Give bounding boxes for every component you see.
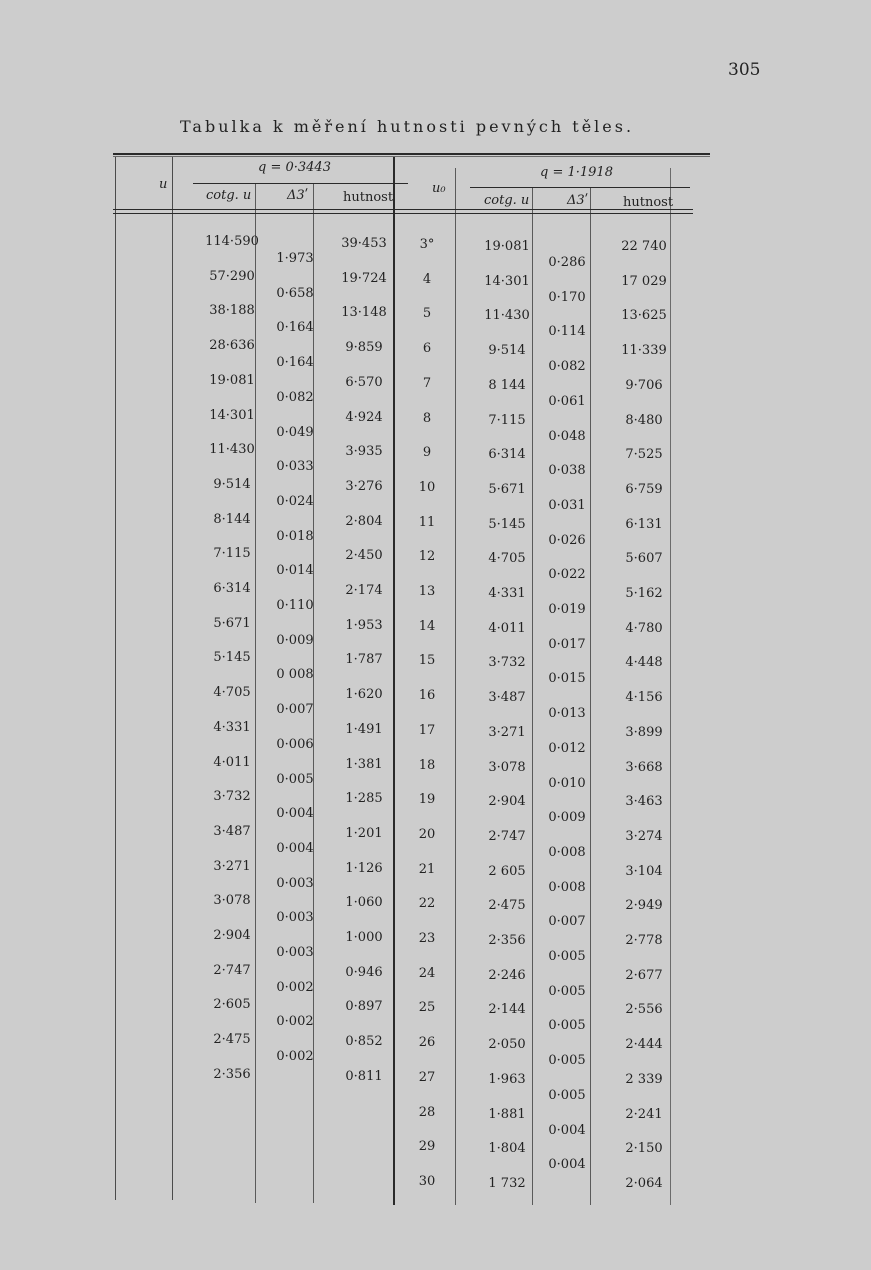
left-density-cell: 13·148 xyxy=(341,305,387,321)
right-cotg-cell: 2·050 xyxy=(488,1037,526,1053)
left-delta-cell: 0·005 xyxy=(276,771,314,787)
right-angles-cell: 22 xyxy=(418,896,436,912)
right-cotg-cell: 14·301 xyxy=(484,273,530,289)
right-cotg-cell: 4·705 xyxy=(488,551,526,567)
left-delta-cell: 0·014 xyxy=(276,563,314,579)
left-density-cell: 1·491 xyxy=(345,721,383,737)
right-density-cell: 3·463 xyxy=(625,794,663,810)
left-q-rule xyxy=(193,183,408,184)
vline-0 xyxy=(115,157,116,1200)
left-density-cell: 1·126 xyxy=(345,860,383,876)
left-density-cell: 6·570 xyxy=(345,374,383,390)
left-delta-cell: 0·164 xyxy=(276,320,314,336)
left-cotg-cell: 2·475 xyxy=(213,1032,251,1048)
right-delta-cell: 0·005 xyxy=(548,1018,586,1034)
header-rule-2 xyxy=(113,213,693,214)
left-density-cell: 1·381 xyxy=(345,756,383,772)
vline-5 xyxy=(455,168,456,1205)
vline-center xyxy=(393,157,395,1205)
right-q-header: q = 1·1918 xyxy=(540,165,613,180)
left-density-cell: 1·953 xyxy=(345,617,383,633)
right-delta-cell: 0·007 xyxy=(548,914,586,930)
right-cotg-cell: 2·904 xyxy=(488,794,526,810)
left-density-cell: 3·935 xyxy=(345,444,383,460)
left-angle-header: u xyxy=(159,177,168,192)
left-delta-cell: 0·003 xyxy=(276,910,314,926)
left-cotg-cell: 5·145 xyxy=(213,650,251,666)
page-number: 305 xyxy=(728,60,761,80)
left-density-cell: 1·060 xyxy=(345,895,383,911)
right-angles-cell: 9 xyxy=(422,445,432,461)
left-density-cell: 39·453 xyxy=(341,236,387,251)
right-delta-cell: 0·015 xyxy=(548,671,586,687)
right-cotg-cell: 3·271 xyxy=(488,724,526,740)
right-density-header: hutnost xyxy=(623,195,674,210)
left-delta-cell: 0·004 xyxy=(276,840,314,856)
right-angles-cell: 25 xyxy=(418,1000,436,1016)
right-delta-header: Δ3ʹ xyxy=(567,193,589,208)
left-cotg-cell: 9·514 xyxy=(213,476,251,492)
right-delta-cell: 0·031 xyxy=(548,497,586,513)
right-density-cell: 2·556 xyxy=(625,1002,663,1018)
left-delta-cell: 0·009 xyxy=(276,632,314,648)
right-cotg-cell: 2 605 xyxy=(488,863,526,879)
right-angles-cell: 28 xyxy=(418,1104,436,1120)
left-density-cell: 0·946 xyxy=(345,964,383,980)
right-delta-cell: 0·022 xyxy=(548,567,586,583)
right-cotg-cell: 8 144 xyxy=(488,377,526,393)
left-density-cell: 0·852 xyxy=(345,1034,383,1050)
right-cotg-cell: 1·804 xyxy=(488,1141,526,1157)
right-angles-cell: 5 xyxy=(422,306,432,322)
right-delta-cell: 0·008 xyxy=(548,844,586,860)
right-angles-cell: 26 xyxy=(418,1035,436,1051)
right-delta-cell: 0·012 xyxy=(548,740,586,756)
right-density-cell: 5·607 xyxy=(625,551,663,567)
right-angles-cell: 16 xyxy=(418,688,436,704)
right-delta-cell: 0·010 xyxy=(548,775,586,791)
right-cotg-cell: 2·475 xyxy=(488,898,526,914)
right-cotg-cell: 5·671 xyxy=(488,481,526,497)
right-density-cell: 2·677 xyxy=(625,967,663,983)
right-angles-cell: 23 xyxy=(418,931,436,946)
left-delta-header: Δ3ʹ xyxy=(287,188,309,203)
right-angles-cell: 24 xyxy=(418,965,436,981)
left-cotg-cell: 114·590 xyxy=(205,234,259,249)
right-cotg-cell: 19·081 xyxy=(484,239,530,254)
left-density-cell: 1·285 xyxy=(345,791,383,807)
left-cotg-cell: 4·011 xyxy=(213,754,251,770)
right-density-cell: 17 029 xyxy=(621,273,667,289)
right-density-cell: 4·780 xyxy=(625,620,663,636)
left-delta-cell: 0·002 xyxy=(276,1049,314,1065)
left-cotg-cell: 2·356 xyxy=(213,1066,251,1082)
left-density-cell: 1·787 xyxy=(345,652,383,668)
right-density-cell: 22 740 xyxy=(621,239,667,254)
left-cotg-header: cotg. u xyxy=(206,188,252,203)
left-cotg-cell: 8·144 xyxy=(213,511,251,527)
left-density-cell: 19·724 xyxy=(341,270,387,286)
right-angles-cell: 8 xyxy=(422,410,432,426)
left-cotg-cell: 57·290 xyxy=(209,268,255,284)
left-cotg-cell: 4·331 xyxy=(213,719,251,735)
left-delta-cell: 0·006 xyxy=(276,736,314,752)
right-cotg-cell: 3·078 xyxy=(488,759,526,775)
left-delta-cell: 0·004 xyxy=(276,806,314,822)
right-delta-cell: 0·038 xyxy=(548,463,586,479)
left-cotg-cell: 3·732 xyxy=(213,789,251,805)
right-delta-cell: 0·008 xyxy=(548,879,586,895)
right-density-cell: 2·949 xyxy=(625,898,663,914)
right-delta-cell: 0·005 xyxy=(548,1087,586,1103)
right-delta-cell: 0·009 xyxy=(548,810,586,826)
vline-1 xyxy=(172,157,173,1200)
left-density-cell: 1·620 xyxy=(345,687,383,703)
left-cotg-cell: 4·705 xyxy=(213,685,251,701)
right-delta-cell: 0·019 xyxy=(548,602,586,617)
left-delta-cell: 0·024 xyxy=(276,493,314,509)
right-cotg-cell: 4·331 xyxy=(488,586,526,601)
left-delta-cell: 0·082 xyxy=(276,389,314,405)
right-density-cell: 2 339 xyxy=(625,1071,663,1087)
right-delta-cell: 0·004 xyxy=(548,1157,586,1173)
left-cotg-cell: 3·487 xyxy=(213,823,251,839)
left-delta-cell: 0·003 xyxy=(276,875,314,891)
right-angles-cell: 19 xyxy=(418,792,436,808)
right-delta-cell: 0·048 xyxy=(548,428,586,444)
left-delta-cell: 0·110 xyxy=(276,598,314,613)
left-delta-cell: 1·973 xyxy=(276,251,314,266)
left-delta-cell: 0 008 xyxy=(276,667,314,683)
right-density-cell: 3·668 xyxy=(625,759,663,775)
right-cotg-cell: 2·246 xyxy=(488,967,526,983)
right-cotg-cell: 5·145 xyxy=(488,516,526,532)
left-density-cell: 0·811 xyxy=(345,1068,383,1084)
left-delta-cell: 0·002 xyxy=(276,1014,314,1030)
left-cotg-cell: 19·081 xyxy=(209,372,255,388)
top-rule xyxy=(113,153,710,155)
right-angles-cell: 21 xyxy=(418,861,436,877)
header-rule xyxy=(113,209,693,210)
left-density-cell: 0·897 xyxy=(345,999,383,1015)
right-angles-cell: 12 xyxy=(418,549,436,565)
right-angles-cell: 14 xyxy=(418,618,436,634)
vline-6 xyxy=(532,187,533,1205)
left-cotg-cell: 7·115 xyxy=(213,546,251,562)
left-cotg-cell: 2·747 xyxy=(213,962,251,978)
left-density-cell: 1·000 xyxy=(345,930,383,945)
left-density-cell: 2·450 xyxy=(345,548,383,564)
left-density-cell: 2·804 xyxy=(345,513,383,529)
right-density-cell: 13·625 xyxy=(621,308,667,324)
right-angles-cell: 15 xyxy=(418,653,436,669)
vline-8 xyxy=(670,168,671,1205)
right-delta-cell: 0·114 xyxy=(548,324,586,340)
right-delta-cell: 0·005 xyxy=(548,949,586,964)
left-cotg-cell: 3·271 xyxy=(213,858,251,874)
right-angles-cell: 13 xyxy=(418,584,436,599)
right-cotg-cell: 6·314 xyxy=(488,447,526,463)
right-density-cell: 8·480 xyxy=(625,412,663,428)
right-density-cell: 7·525 xyxy=(625,447,663,463)
right-angles-cell: 27 xyxy=(418,1069,436,1085)
left-delta-cell: 0·049 xyxy=(276,424,314,440)
left-density-cell: 2·174 xyxy=(345,583,383,598)
right-angles-cell: 20 xyxy=(418,826,436,842)
right-delta-cell: 0·004 xyxy=(548,1122,586,1138)
left-delta-cell: 0·007 xyxy=(276,702,314,718)
right-angles-cell: 4 xyxy=(422,271,432,287)
left-delta-cell: 0·033 xyxy=(276,459,314,475)
right-angles-cell: 11 xyxy=(418,514,436,530)
left-delta-cell: 0·164 xyxy=(276,355,314,371)
right-density-cell: 3·899 xyxy=(625,724,663,740)
right-delta-cell: 0·286 xyxy=(548,255,586,270)
right-cotg-cell: 2·356 xyxy=(488,933,526,948)
left-cotg-cell: 11·430 xyxy=(209,442,255,458)
right-q-rule xyxy=(470,187,690,188)
right-angles-cell: 7 xyxy=(422,375,432,391)
right-density-cell: 3·274 xyxy=(625,828,663,844)
top-rule-2 xyxy=(113,156,710,157)
left-density-cell: 4·924 xyxy=(345,409,383,425)
right-density-cell: 11·339 xyxy=(621,343,667,359)
right-angles-cell: 6 xyxy=(422,341,432,357)
right-cotg-cell: 9·514 xyxy=(488,343,526,359)
right-density-cell: 3·104 xyxy=(625,863,663,879)
right-cotg-cell: 2·747 xyxy=(488,828,526,844)
right-cotg-cell: 4·011 xyxy=(488,620,526,636)
left-delta-cell: 0·003 xyxy=(276,945,314,960)
left-delta-cell: 0·018 xyxy=(276,528,314,544)
right-delta-cell: 0·026 xyxy=(548,532,586,548)
right-cotg-header: cotg. u xyxy=(484,193,530,208)
left-delta-cell: 0·002 xyxy=(276,979,314,995)
right-density-cell: 2·444 xyxy=(625,1037,663,1053)
left-density-cell: 3·276 xyxy=(345,478,383,494)
left-density-cell: 1·201 xyxy=(345,825,383,841)
right-angles-cell: 3° xyxy=(419,237,435,252)
right-cotg-cell: 3·487 xyxy=(488,690,526,706)
right-delta-cell: 0·013 xyxy=(548,706,586,722)
right-cotg-cell: 1 732 xyxy=(488,1175,526,1191)
right-cotg-cell: 1·963 xyxy=(488,1071,526,1087)
left-cotg-cell: 5·671 xyxy=(213,615,251,631)
left-cotg-cell: 28·636 xyxy=(209,338,255,354)
right-density-cell: 2·241 xyxy=(625,1106,663,1122)
right-density-cell: 6·131 xyxy=(625,516,663,532)
right-angles-cell: 18 xyxy=(418,757,436,773)
left-density-cell: 9·859 xyxy=(345,340,383,356)
right-density-cell: 2·150 xyxy=(625,1141,663,1157)
vline-7 xyxy=(590,187,591,1205)
left-density-header: hutnost xyxy=(343,190,394,205)
right-delta-cell: 0·082 xyxy=(548,359,586,375)
right-density-cell: 4·448 xyxy=(625,655,663,671)
right-density-cell: 9·706 xyxy=(625,377,663,393)
left-cotg-cell: 2·605 xyxy=(213,997,251,1013)
right-cotg-cell: 2·144 xyxy=(488,1002,526,1018)
vline-2 xyxy=(255,183,256,1203)
right-density-cell: 2·064 xyxy=(625,1175,663,1191)
right-density-cell: 6·759 xyxy=(625,481,663,497)
left-cotg-cell: 6·314 xyxy=(213,581,251,596)
right-angle-header: u₀ xyxy=(432,181,446,196)
right-angles-cell: 10 xyxy=(418,479,436,495)
right-delta-cell: 0·005 xyxy=(548,983,586,999)
right-cotg-cell: 7·115 xyxy=(488,412,526,428)
right-density-cell: 5·162 xyxy=(625,586,663,601)
right-density-cell: 2·778 xyxy=(625,933,663,948)
left-cotg-cell: 2·904 xyxy=(213,928,251,943)
table-title: Tabulka k měření hutnosti pevných těles. xyxy=(180,117,635,136)
left-q-header: q = 0·3443 xyxy=(258,160,331,175)
right-delta-cell: 0·061 xyxy=(548,393,586,409)
right-cotg-cell: 11·430 xyxy=(484,308,530,324)
right-angles-cell: 30 xyxy=(418,1173,436,1189)
left-cotg-cell: 14·301 xyxy=(209,407,255,423)
left-delta-cell: 0·658 xyxy=(276,285,314,301)
right-cotg-cell: 3·732 xyxy=(488,655,526,671)
left-cotg-cell: 38·188 xyxy=(209,303,255,319)
right-cotg-cell: 1·881 xyxy=(488,1106,526,1122)
right-delta-cell: 0·005 xyxy=(548,1053,586,1069)
right-delta-cell: 0·170 xyxy=(548,289,586,305)
right-angles-cell: 17 xyxy=(418,722,436,738)
right-density-cell: 4·156 xyxy=(625,690,663,706)
right-angles-cell: 29 xyxy=(418,1139,436,1155)
left-cotg-cell: 3·078 xyxy=(213,893,251,909)
right-delta-cell: 0·017 xyxy=(548,636,586,652)
